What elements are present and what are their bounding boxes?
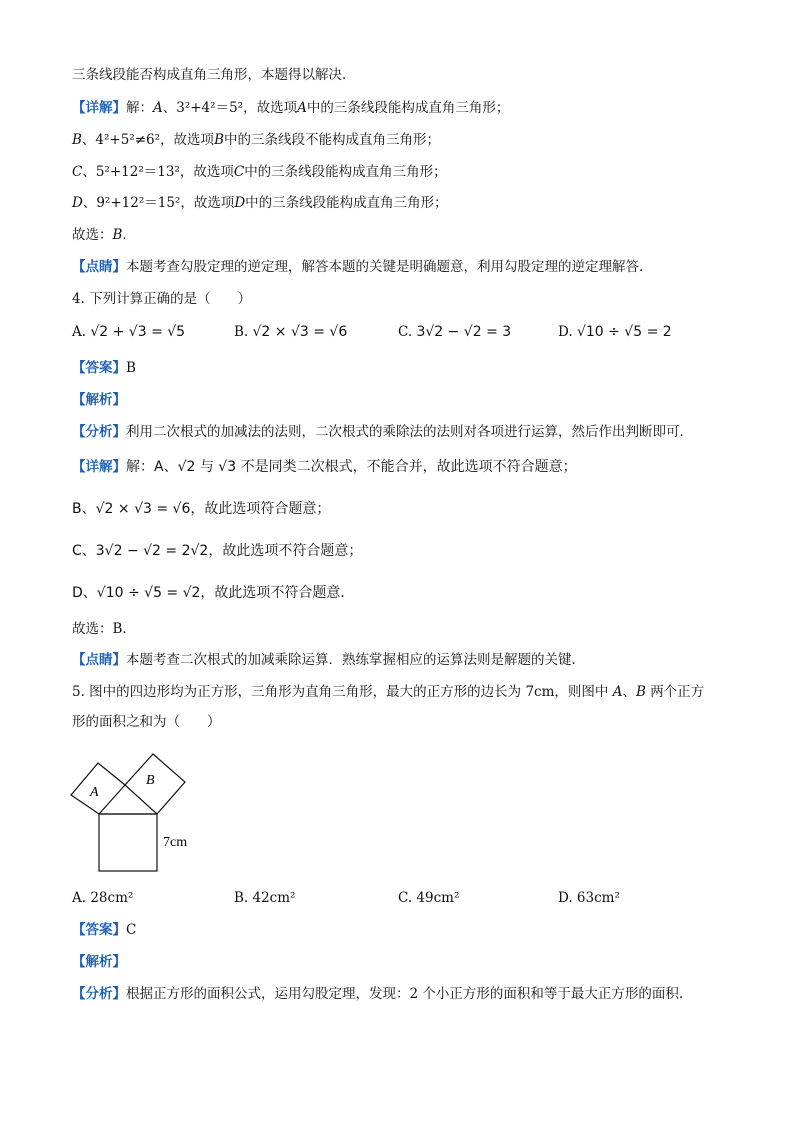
- label-length: 7cm: [163, 835, 188, 850]
- question-4: 4. 下列计算正确的是（ ）: [72, 291, 252, 307]
- q4-option-a: A. √2 + √3 = √5: [72, 324, 186, 340]
- analysis-line: 【分析】利用二次根式的加减法的法则，二次根式的乘除法的法则对各项进行运算，然后作出判断即可．: [72, 424, 693, 440]
- label-a: A: [90, 785, 99, 800]
- text-line: B、4²+5²≠6²，故选项B中的三条线段不能构成直角三角形；: [72, 132, 440, 148]
- detail-line-d: D、√10 ÷ √5 = √2，故此选项不符合题意．: [72, 585, 355, 601]
- analysis-line: 【分析】根据正方形的面积公式，运用勾股定理，发现：2 个小正方形的面积和等于最大正方形的面积．: [72, 986, 693, 1002]
- label-b: B: [146, 773, 155, 788]
- comment-line: 【点睛】本题考查二次根式的加减乘除运算．熟练掌握相应的运算法则是解题的关键．: [72, 652, 585, 668]
- q4-option-b: B. √2 × √3 = √6: [234, 324, 348, 340]
- answer-line: 【答案】B: [72, 360, 136, 376]
- question-5: 5. 图中的四边形均为正方形，三角形为直角三角形，最大的正方形的边长为 7cm，则图中 A、B 两个正方: [72, 684, 705, 700]
- section-tag: 【详解】: [72, 100, 126, 116]
- text-line: C、5²+12²＝13²，故选项C中的三条线段能构成直角三角形；: [72, 164, 447, 180]
- detail-line-b: B、√2 × √3 = √6，故此选项符合题意；: [72, 501, 331, 517]
- detail-line: 【详解】解：A、√2 与 √3 不是同类二次根式，不能合并，故此选项不符合题意；: [72, 459, 577, 475]
- question-5-cont: 形的面积之和为（ ）: [72, 714, 221, 730]
- answer-tag: 【答案】: [72, 360, 126, 376]
- q5-option-b: B. 42cm²: [234, 890, 296, 906]
- q5-option-d: D. 63cm²: [558, 890, 620, 906]
- q4-option-d: D. √10 ÷ √5 = 2: [558, 324, 672, 340]
- square-b: [125, 754, 185, 814]
- analysis-heading: 【解析】: [72, 392, 126, 408]
- answer-line: 【答案】C: [72, 922, 137, 938]
- pythagoras-figure: [60, 740, 200, 880]
- text-line: 故选：B．: [72, 227, 136, 243]
- section-tag: 【点睛】: [72, 259, 126, 275]
- q4-option-c: C. 3√2 − √2 = 3: [398, 324, 512, 340]
- text-line: D、9²+12²＝15²，故选项D中的三条线段能构成直角三角形；: [72, 195, 448, 211]
- comment-line: 【点睛】本题考查勾股定理的逆定理，解答本题的关键是明确题意，利用勾股定理的逆定理解答．: [72, 259, 653, 275]
- detail-line: 【详解】解：A、3²+4²＝5²，故选项A中的三条线段能构成直角三角形；: [72, 100, 510, 116]
- square-7cm: [99, 814, 157, 871]
- q5-option-c: C. 49cm²: [398, 890, 460, 906]
- text-line: 三条线段能否构成直角三角形，本题得以解决．: [72, 67, 356, 83]
- q5-option-a: A. 28cm²: [72, 890, 134, 906]
- analysis-heading: 【解析】: [72, 954, 126, 970]
- choice-line: 故选：B．: [72, 621, 136, 637]
- detail-line-c: C、3√2 − √2 = 2√2，故此选项不符合题意；: [72, 543, 363, 559]
